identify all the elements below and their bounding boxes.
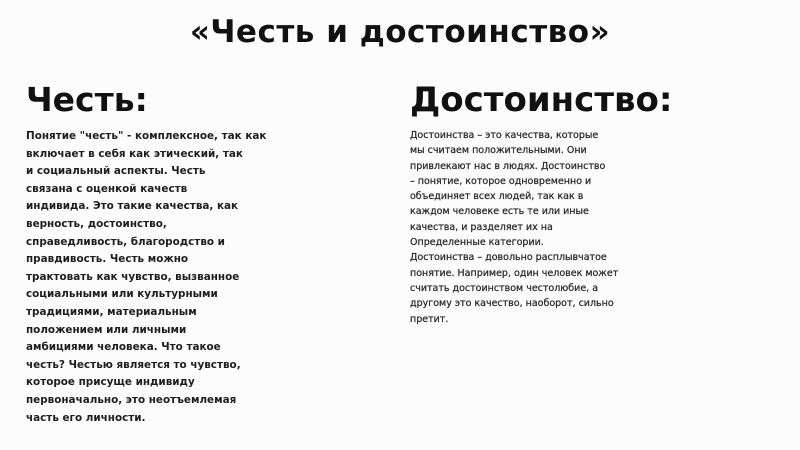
honor-text-line: включает в себя как этический, так [26, 147, 243, 160]
dignity-text-line: считать достоинством честолюбие, а [410, 282, 599, 294]
honor-text-line: связана с оценкой качеств [26, 182, 188, 195]
dignity-text-line: Достоинства – довольно расплывчатое [410, 252, 607, 264]
honor-text-line: трактовать как чувство, вызванное [26, 270, 240, 283]
dignity-text-line: Достоинства – это качества, которые [410, 130, 599, 141]
honor-text-line: первоначально, это неотъемлемая [26, 393, 237, 406]
dignity-text-line: привлекают нас в людях. Достоинство [410, 160, 606, 172]
dignity-text-line: Определенные категории. [410, 237, 544, 249]
honor-text-line: честь? Честью является то чувство, [26, 358, 241, 371]
honor-text-line: часть его личности. [26, 411, 146, 424]
dignity-text-line: понятие. Например, один человек может [410, 267, 619, 279]
dignity-text-line: каждом человеке есть те или иные [410, 206, 589, 218]
honor-text-line: социальными или культурными [26, 288, 218, 301]
honor-text-line: верность, достоинство, [26, 217, 167, 230]
dignity-text-line: объединяет всех людей, так как в [410, 191, 584, 203]
honor-text-line: традициями, материальным [26, 305, 197, 318]
dignity-text [410, 128, 780, 327]
honor-text-line: индивида. Это такие качества, как [26, 200, 239, 213]
dignity-text-line: претит. [410, 313, 449, 325]
dignity-text-line: – понятие, которое одновременно и [410, 175, 592, 187]
dignity-text-line: качества, и разделяет их на [410, 221, 553, 233]
honor-text-line: правдивость. Честь можно [26, 253, 189, 266]
dignity-text-line: мы считаем положительными. Они [410, 145, 587, 157]
honor-text-line: которое присуще индивиду [26, 376, 195, 389]
honor-text-line: амбициями человека. Что такое [26, 341, 221, 354]
dignity-column [410, 80, 780, 327]
honor-text-line: Понятие "честь" - комплексное, так как [26, 130, 267, 142]
honor-column [26, 80, 386, 427]
honor-text-line: положением или личными [26, 323, 187, 336]
dignity-text-line: другому это качество, наоборот, сильно [410, 298, 614, 310]
slide-title: «Честь и достоинство» [189, 14, 611, 50]
honor-text-line: справедливость, благородство и [26, 235, 225, 248]
honor-heading: Честь: [26, 80, 148, 119]
honor-text-line: и социальный аспекты. Честь [26, 165, 206, 178]
dignity-heading: Достоинство: [410, 80, 673, 120]
honor-text [26, 128, 386, 427]
